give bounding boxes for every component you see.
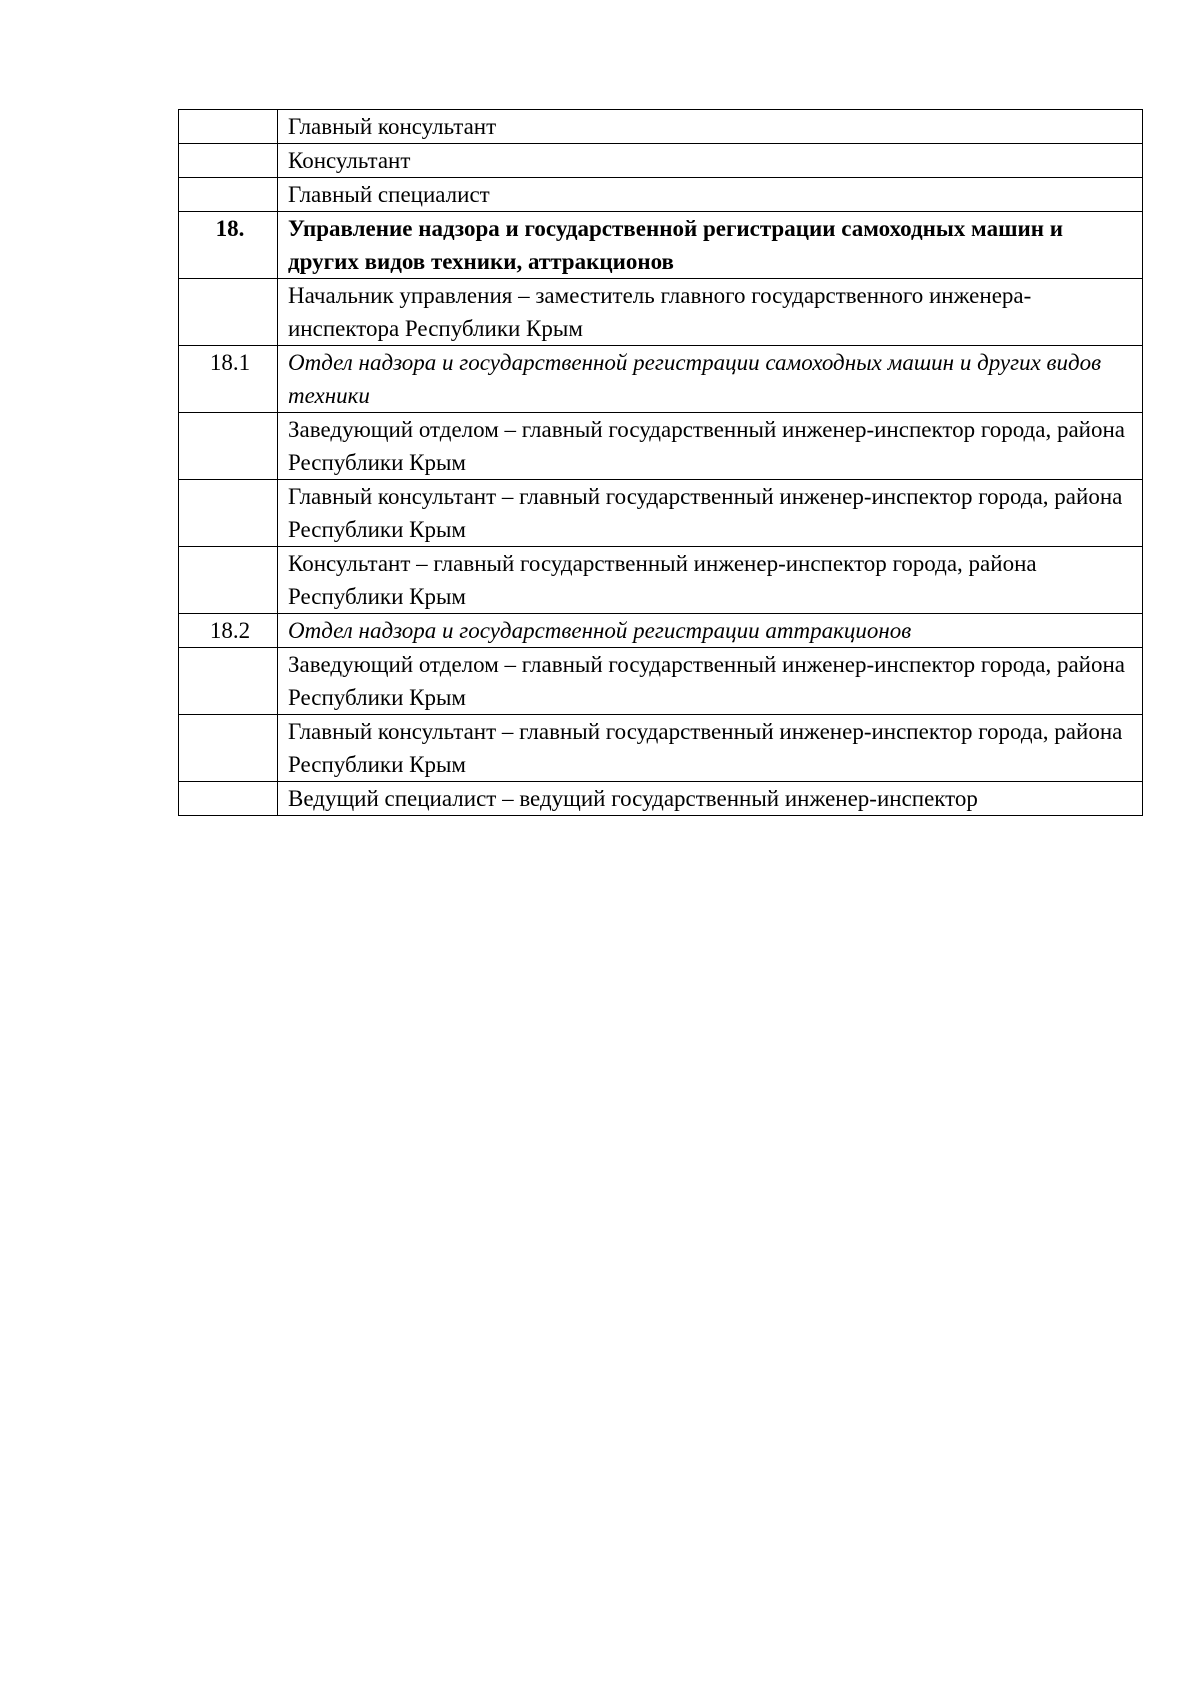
row-text: Заведующий отделом – главный государственный инженер-инспектор города, района Республики Крым: [278, 648, 1143, 715]
staff-table: [178, 109, 1143, 816]
row-number: 18.1: [179, 346, 278, 413]
row-number: [179, 648, 278, 715]
row-number: [179, 782, 278, 816]
department-title: Отдел надзора и государственной регистрации самоходных машин и других видов техники: [278, 346, 1143, 413]
row-text: Главный консультант – главный государственный инженер-инспектор города, района Республики Крым: [278, 480, 1143, 547]
row-text: Ведущий специалист – ведущий государственный инженер-инспектор: [278, 782, 1143, 816]
row-number: [179, 547, 278, 614]
row-text: Главный консультант: [278, 110, 1143, 144]
table-row: [179, 144, 1143, 178]
table-row: [179, 178, 1143, 212]
row-number: [179, 413, 278, 480]
row-number: [179, 110, 278, 144]
row-number: 18.: [179, 212, 278, 279]
row-number: [179, 144, 278, 178]
table-row: [179, 547, 1143, 614]
row-text: Консультант – главный государственный инженер-инспектор города, района Республики Крым: [278, 547, 1143, 614]
table-row: [179, 648, 1143, 715]
section-title: Управление надзора и государственной регистрации самоходных машин и других видов техники, аттракционов: [278, 212, 1143, 279]
row-number: [179, 715, 278, 782]
row-text: Консультант: [278, 144, 1143, 178]
table-row: [179, 279, 1143, 346]
row-text: Главный специалист: [278, 178, 1143, 212]
table-row-department: [179, 614, 1143, 648]
table-row: [179, 782, 1143, 816]
row-number: [179, 480, 278, 547]
row-text: Главный консультант – главный государственный инженер-инспектор города, района Республики Крым: [278, 715, 1143, 782]
table-row: [179, 480, 1143, 547]
row-text: Начальник управления – заместитель главного государственного инженера-инспектора Республики Крым: [278, 279, 1143, 346]
row-number: [179, 279, 278, 346]
department-title: Отдел надзора и государственной регистрации аттракционов: [278, 614, 1143, 648]
table-row: [179, 413, 1143, 480]
table-row: [179, 715, 1143, 782]
row-number: [179, 178, 278, 212]
table-row-section-heading: [179, 212, 1143, 279]
row-text: Заведующий отделом – главный государственный инженер-инспектор города, района Республики Крым: [278, 413, 1143, 480]
table-row-department: [179, 346, 1143, 413]
table-row: [179, 110, 1143, 144]
row-number: 18.2: [179, 614, 278, 648]
